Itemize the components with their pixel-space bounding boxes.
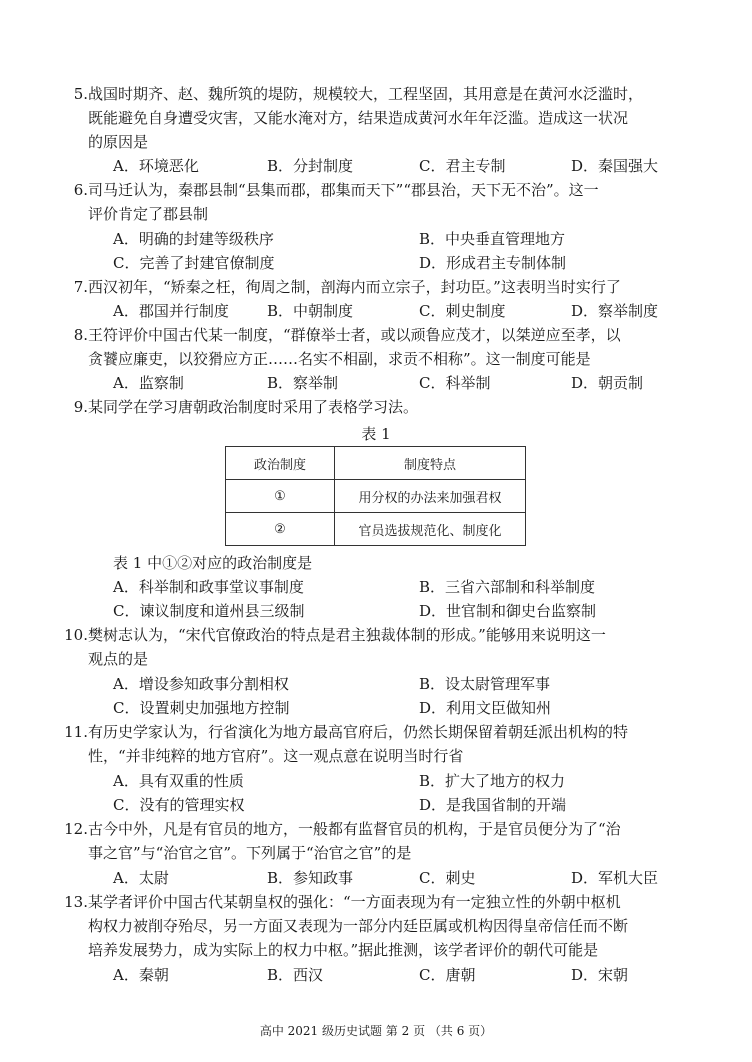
option-d: D．军机大臣 bbox=[571, 869, 659, 887]
option-a: A．监察制 bbox=[113, 374, 184, 392]
table-1 bbox=[225, 446, 526, 546]
options-q5 bbox=[113, 154, 693, 178]
question-text-line: 某同学在学习唐朝政治制度时采用了表格学习法。 bbox=[88, 398, 419, 416]
option-b: B．察举制 bbox=[267, 374, 339, 392]
question-number: 6. bbox=[73, 181, 88, 199]
option-d: D．宋朝 bbox=[571, 966, 629, 984]
options-q6-row1 bbox=[113, 227, 693, 251]
question-text-line: 战国时期齐、赵、魏所筑的堤防，规模较大，工程坚固，其用意是在黄河水泛滥时， bbox=[88, 85, 644, 103]
question-7 bbox=[73, 275, 688, 299]
options-q11-row2 bbox=[113, 793, 693, 817]
question-text-line: 构权力被削夺殆尽，另一方面又表现为一部分内廷臣属或机构因得皇帝信任而不断 bbox=[88, 917, 629, 935]
question-text-line: 司马迁认为，秦郡县制“县集而郡，郡集而天下”“郡县治，天下无不治”。这一 bbox=[88, 181, 599, 199]
option-c: C．唐朝 bbox=[419, 966, 476, 984]
question-number: 13. bbox=[64, 893, 88, 911]
options-q9-row2 bbox=[113, 599, 693, 623]
question-text-line: 观点的是 bbox=[88, 650, 149, 668]
options-q10-row1 bbox=[113, 672, 693, 696]
options-q8 bbox=[113, 371, 693, 395]
question-6 bbox=[73, 178, 688, 226]
question-text-line: 既能避免自身遭受灾害，又能水淹对方，结果造成黄河水年年泛滥。造成这一状况 bbox=[88, 109, 629, 127]
options-q6-row2 bbox=[113, 251, 693, 275]
page-footer: 高中 2021 级历史试题 第 2 页 （共 6 页） bbox=[259, 1024, 493, 1038]
question-8 bbox=[73, 323, 688, 371]
question-text-line: 的原因是 bbox=[88, 133, 149, 151]
question-text-line: 培养发展势力，成为实际上的权力中枢。”据此推测，该学者评价的朝代可能是 bbox=[88, 941, 599, 959]
question-text-line: 西汉初年，“矫秦之枉，徇周之制，剖海内而立宗子，封功臣。”这表明当时实行了 bbox=[88, 278, 621, 296]
option-b: B．三省六部制和科举制度 bbox=[419, 578, 596, 596]
options-q11-row1 bbox=[113, 769, 693, 793]
question-text-line: 樊树志认为，“宋代官僚政治的特点是君主独裁体制的形成。”能够用来说明这一 bbox=[88, 626, 606, 644]
options-q12 bbox=[113, 866, 693, 890]
question-text-line: 贪饕应廉吏，以狡猾应方正……名实不相副，求贡不相称”。这一制度可能是 bbox=[88, 350, 591, 368]
question-9 bbox=[73, 395, 688, 419]
option-c: C．刺史 bbox=[419, 869, 476, 887]
option-c: C．设置刺史加强地方控制 bbox=[113, 699, 290, 717]
table-title: 表 1 bbox=[361, 425, 391, 443]
question-number: 5. bbox=[73, 85, 88, 103]
options-q9-row1 bbox=[113, 575, 693, 599]
question-text-line: 某学者评价中国古代某朝皇权的强化：“一方面表现为有一定独立性的外朝中枢机 bbox=[88, 893, 621, 911]
option-d: D．世官制和御史台监察制 bbox=[419, 602, 597, 620]
question-text-line: 表 1 中①②对应的政治制度是 bbox=[113, 554, 313, 572]
question-9-stem bbox=[113, 551, 713, 575]
question-text-line: 性，“并非纯粹的地方官府”。这一观点意在说明当时行省 bbox=[88, 747, 464, 765]
table-cell: 官员选拔规范化、制度化 bbox=[335, 513, 526, 546]
question-number: 11. bbox=[64, 723, 88, 741]
question-number: 7. bbox=[73, 278, 88, 296]
table-cell: ② bbox=[226, 513, 335, 546]
option-a: A．太尉 bbox=[113, 869, 169, 887]
option-d: D．察举制度 bbox=[571, 302, 659, 320]
option-c: C．没有的管理实权 bbox=[113, 796, 245, 814]
question-5 bbox=[73, 82, 688, 154]
option-c: C．谏议制度和道州县三级制 bbox=[113, 602, 305, 620]
question-12 bbox=[64, 817, 688, 865]
question-text-line: 古今中外，凡是有官员的地方，一般都有监督官员的机构，于是官员便分为了“治 bbox=[88, 820, 621, 838]
table-cell: 用分权的办法来加强君权 bbox=[335, 480, 526, 513]
option-b: B．参知政事 bbox=[267, 869, 354, 887]
question-number: 10. bbox=[64, 626, 88, 644]
table-header-row bbox=[226, 447, 526, 480]
question-text-line: 事之官”与“治官之官”。下列属于“治官之官”的是 bbox=[88, 844, 412, 862]
option-c: C．君主专制 bbox=[419, 157, 506, 175]
option-b: B．分封制度 bbox=[267, 157, 354, 175]
table-header-cell: 政治制度 bbox=[226, 447, 335, 480]
question-number: 9. bbox=[73, 398, 88, 416]
option-b: B．中央垂直管理地方 bbox=[419, 230, 566, 248]
option-a: A．明确的封建等级秩序 bbox=[113, 230, 274, 248]
option-d: D．朝贡制 bbox=[571, 374, 644, 392]
options-q13 bbox=[113, 963, 693, 987]
table-cell: ① bbox=[226, 480, 335, 513]
option-b: B．扩大了地方的权力 bbox=[419, 772, 566, 790]
option-a: A．具有双重的性质 bbox=[113, 772, 244, 790]
option-c: C．刺史制度 bbox=[419, 302, 506, 320]
question-13 bbox=[64, 890, 688, 962]
question-text-line: 有历史学家认为，行省演化为地方最高官府后，仍然长期保留着朝廷派出机构的特 bbox=[88, 723, 629, 741]
option-a: A．秦朝 bbox=[113, 966, 169, 984]
table-row bbox=[226, 513, 526, 546]
option-c: C．科举制 bbox=[419, 374, 491, 392]
table-header-cell: 制度特点 bbox=[335, 447, 526, 480]
option-b: B．中朝制度 bbox=[267, 302, 354, 320]
option-d: D．利用文臣做知州 bbox=[419, 699, 552, 717]
option-d: D．形成君主专制体制 bbox=[419, 254, 567, 272]
option-a: A．增设参知政事分割相权 bbox=[113, 675, 289, 693]
options-q10-row2 bbox=[113, 696, 693, 720]
option-b: B．西汉 bbox=[267, 966, 324, 984]
option-a: A．郡国并行制度 bbox=[113, 302, 229, 320]
question-11 bbox=[64, 720, 688, 768]
question-10 bbox=[64, 623, 688, 671]
option-d: D．秦国强大 bbox=[571, 157, 659, 175]
option-c: C．完善了封建官僚制度 bbox=[113, 254, 275, 272]
option-a: A．环境恶化 bbox=[113, 157, 199, 175]
option-b: B．设太尉管理军事 bbox=[419, 675, 551, 693]
question-number: 8. bbox=[73, 326, 88, 344]
option-a: A．科举制和政事堂议事制度 bbox=[113, 578, 304, 596]
options-q7 bbox=[113, 299, 693, 323]
question-text-line: 评价肯定了郡县制 bbox=[88, 205, 209, 223]
question-text-line: 王符评价中国古代某一制度，“群僚举士者，或以顽鲁应茂才，以桀逆应至孝，以 bbox=[88, 326, 621, 344]
table-row bbox=[226, 480, 526, 513]
question-number: 12. bbox=[64, 820, 88, 838]
option-d: D．是我国省制的开端 bbox=[419, 796, 567, 814]
